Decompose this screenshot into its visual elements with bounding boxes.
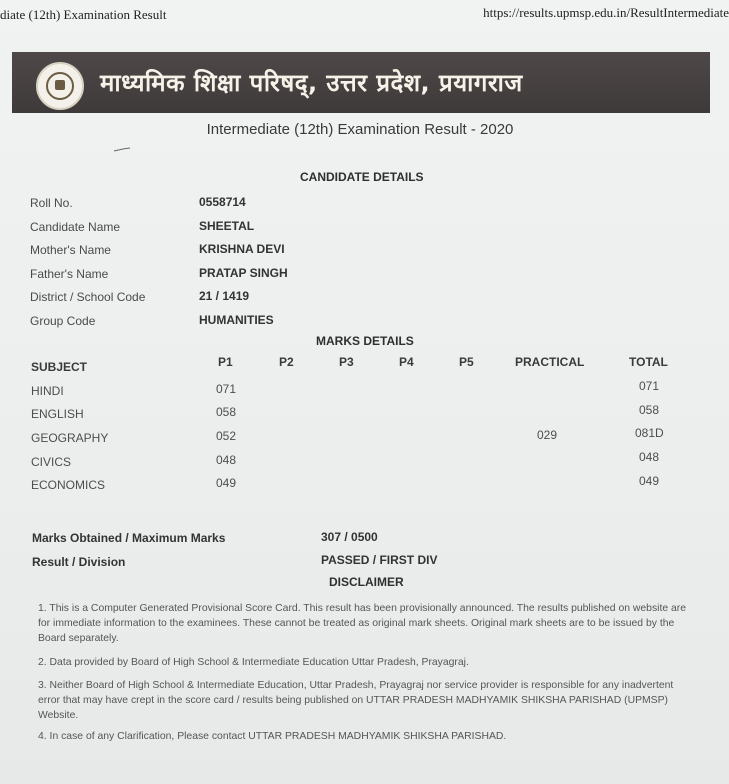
practical-cell: 029 bbox=[537, 428, 558, 442]
col-p5: P5 bbox=[459, 355, 474, 369]
father-name-label: Father's Name bbox=[30, 267, 109, 281]
mother-name-label: Mother's Name bbox=[30, 243, 111, 257]
marks-obtained-label: Marks Obtained / Maximum Marks bbox=[32, 531, 226, 545]
print-header-url[interactable]: https://results.upmsp.edu.in/ResultIntermediate bbox=[483, 5, 729, 20]
total-cell: 049 bbox=[639, 474, 660, 488]
col-p3: P3 bbox=[339, 355, 354, 369]
roll-no-value: 0558714 bbox=[199, 195, 246, 209]
pen-mark bbox=[113, 147, 131, 153]
mother-name-value: KRISHNA DEVI bbox=[199, 242, 285, 256]
seal-emblem bbox=[55, 80, 65, 90]
total-cell: 058 bbox=[639, 403, 660, 417]
group-code-label: Group Code bbox=[30, 314, 96, 328]
group-code-value: HUMANITIES bbox=[199, 313, 274, 327]
upmsp-seal-icon bbox=[36, 62, 84, 110]
roll-no-label: Roll No. bbox=[30, 196, 73, 210]
disclaimer-item: 1. This is a Computer Generated Provisional Score Card. This result has been provisionally announced. The results published on website are for immediate information to the examinees. These cannot be treated as original mark sheets. Original mark sheets are to be issued by the Board separately. bbox=[38, 603, 687, 644]
subject-cell: GEOGRAPHY bbox=[31, 431, 109, 445]
marks-details-heading: MARKS DETAILS bbox=[316, 334, 414, 348]
result-division-value: PASSED / FIRST DIV bbox=[321, 553, 438, 567]
col-total: TOTAL bbox=[629, 355, 668, 369]
district-school-code-label: District / School Code bbox=[30, 290, 146, 304]
marks-obtained-value: 307 / 0500 bbox=[321, 530, 378, 544]
subject-cell: HINDI bbox=[31, 384, 64, 398]
disclaimer-heading: DISCLAIMER bbox=[329, 575, 404, 589]
p1-cell: 049 bbox=[216, 476, 237, 490]
col-p4: P4 bbox=[399, 355, 414, 369]
candidate-details-heading: CANDIDATE DETAILS bbox=[300, 170, 424, 184]
p1-cell: 058 bbox=[216, 405, 237, 419]
disclaimer-item: 2. Data provided by Board of High School & Intermediate Education Uttar Pradesh, Prayagraj. bbox=[38, 657, 469, 668]
total-cell: 048 bbox=[639, 450, 660, 464]
subject-cell: CIVICS bbox=[31, 455, 72, 469]
candidate-name-value: SHEETAL bbox=[199, 219, 255, 233]
p1-cell: 052 bbox=[216, 429, 237, 443]
district-school-code-value: 21 / 1419 bbox=[199, 289, 250, 303]
board-name-hindi: माध्यमिक शिक्षा परिषद्, उत्तर प्रदेश, प्रयागराज bbox=[100, 69, 523, 97]
disclaimer-item: 4. In case of any Clarification, Please contact UTTAR PRADESH MADHYAMIK SHIKSHA PARISHAD. bbox=[38, 731, 507, 742]
p1-cell: 048 bbox=[216, 453, 237, 467]
col-practical: PRACTICAL bbox=[515, 355, 585, 369]
disclaimer-item: 3. Neither Board of High School & Intermediate Education, Uttar Pradesh, Prayagraj nor service provider is responsible for any inadvertent error that may have crept in the score card / results being published on UTTAR PRADESH MADHYAMIK SHIKSHA PARISHAD (UPMSP) Website. bbox=[38, 680, 674, 721]
candidate-name-label: Candidate Name bbox=[30, 220, 121, 234]
col-subject: SUBJECT bbox=[31, 360, 88, 374]
father-name-value: PRATAP SINGH bbox=[199, 266, 288, 280]
total-cell: 081D bbox=[635, 426, 664, 440]
print-header-title: diate (12th) Examination Result bbox=[0, 7, 167, 22]
subject-cell: ENGLISH bbox=[31, 407, 84, 421]
col-p2: P2 bbox=[279, 355, 294, 369]
p1-cell: 071 bbox=[216, 382, 237, 396]
result-division-label: Result / Division bbox=[32, 555, 126, 569]
page-title: Intermediate (12th) Examination Result - 2020 bbox=[206, 121, 514, 138]
total-cell: 071 bbox=[639, 379, 660, 393]
col-p1: P1 bbox=[218, 355, 233, 369]
subject-cell: ECONOMICS bbox=[31, 478, 106, 492]
